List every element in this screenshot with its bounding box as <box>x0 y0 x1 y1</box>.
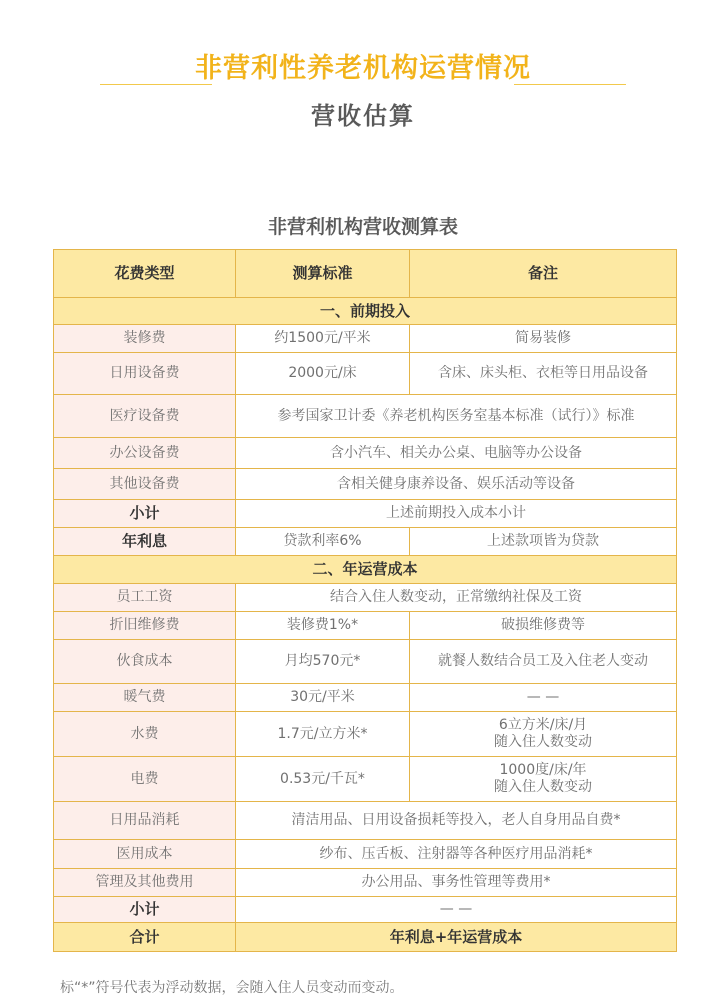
section-row <box>54 556 677 584</box>
row-standard: 月均570元* <box>236 640 410 684</box>
table-row <box>54 840 677 869</box>
row-merged-note: 结合入住人数变动，正常缴纳社保及工资 <box>236 584 677 612</box>
row-note <box>410 757 677 802</box>
section-row <box>54 298 677 325</box>
header-standard: 测算标准 <box>236 250 410 298</box>
row-type: 暖气费 <box>54 684 236 712</box>
row-type: 水费 <box>54 712 236 757</box>
page-subtitle: 营收估算 <box>311 102 415 130</box>
subtotal-label: 小计 <box>54 500 236 528</box>
table-row <box>54 353 677 395</box>
interest-standard: 贷款利率6% <box>236 528 410 556</box>
row-standard: 装修费1%* <box>236 612 410 640</box>
total-row <box>54 923 677 952</box>
row-type: 日用品消耗 <box>54 802 236 840</box>
row-standard: 0.53元/千瓦* <box>236 757 410 802</box>
row-note: 破损维修费等 <box>410 612 677 640</box>
table-title: 非营利机构营收测算表 <box>267 216 458 238</box>
row-merged-note: 办公用品、事务性管理等费用* <box>236 869 677 897</box>
row-type: 医疗设备费 <box>54 395 236 438</box>
row-type: 员工工资 <box>54 584 236 612</box>
row-type: 日用设备费 <box>54 353 236 395</box>
page-title: 非营利性养老机构运营情况 <box>195 53 531 84</box>
title-left-divider <box>100 84 212 85</box>
row-merged-note: 含相关健身康养设备、娱乐活动等设备 <box>236 469 677 500</box>
revenue-estimate-table <box>53 249 677 952</box>
row-note-line: 随入住人数变动 <box>494 734 592 750</box>
table-row <box>54 395 677 438</box>
row-note <box>410 712 677 757</box>
total-formula: 年利息+年运营成本 <box>236 923 677 952</box>
table-row <box>54 584 677 612</box>
row-merged-note: 清洁用品、日用设备损耗等投入，老人自身用品自费* <box>236 802 677 840</box>
header-type: 花费类型 <box>54 250 236 298</box>
row-type: 办公设备费 <box>54 438 236 469</box>
table-row <box>54 640 677 684</box>
row-standard: 约1500元/平米 <box>236 325 410 353</box>
row-standard: 30元/平米 <box>236 684 410 712</box>
table-row <box>54 712 677 757</box>
row-type: 其他设备费 <box>54 469 236 500</box>
row-standard: 2000元/床 <box>236 353 410 395</box>
table-row <box>54 612 677 640</box>
row-type: 伙食成本 <box>54 640 236 684</box>
row-type: 医用成本 <box>54 840 236 869</box>
row-note: — — <box>410 684 677 712</box>
row-note: 简易装修 <box>410 325 677 353</box>
table-row <box>54 802 677 840</box>
subtotal-note: 上述前期投入成本小计 <box>236 500 677 528</box>
section-annual-operating-cost: 二、年运营成本 <box>54 556 677 584</box>
row-merged-note: 纱布、压舌板、注射器等各种医疗用品消耗* <box>236 840 677 869</box>
table-row <box>54 469 677 500</box>
subtotal-row <box>54 500 677 528</box>
row-type: 管理及其他费用 <box>54 869 236 897</box>
interest-label: 年利息 <box>54 528 236 556</box>
row-merged-note: 参考国家卫计委《养老机构医务室基本标准（试行）》标准 <box>236 395 677 438</box>
table-row <box>54 757 677 802</box>
interest-note: 上述款项皆为贷款 <box>410 528 677 556</box>
row-note: 就餐人数结合员工及入住老人变动 <box>410 640 677 684</box>
row-type: 电费 <box>54 757 236 802</box>
row-type: 装修费 <box>54 325 236 353</box>
table-header-row <box>54 250 677 298</box>
table-row <box>54 684 677 712</box>
row-note: 含床、床头柜、衣柜等日用品设备 <box>410 353 677 395</box>
table-row <box>54 869 677 897</box>
table-row <box>54 438 677 469</box>
interest-row <box>54 528 677 556</box>
row-note-line: 6立方米/床/月 <box>498 717 588 733</box>
row-merged-note: 含小汽车、相关办公桌、电脑等办公设备 <box>236 438 677 469</box>
subtotal-label: 小计 <box>54 897 236 923</box>
row-note-line: 随入住人数变动 <box>494 779 592 795</box>
footnote: 标“*”符号代表为浮动数据，会随入住人员变动而变动。 <box>60 980 404 996</box>
row-note-line: 1000度/床/年 <box>499 762 587 778</box>
header-note: 备注 <box>410 250 677 298</box>
row-type: 折旧维修费 <box>54 612 236 640</box>
section-prior-investment: 一、前期投入 <box>54 298 677 325</box>
row-standard: 1.7元/立方米* <box>236 712 410 757</box>
subtotal-row <box>54 897 677 923</box>
subtotal-note: — — <box>236 897 677 923</box>
table-row <box>54 325 677 353</box>
title-right-divider <box>514 84 626 85</box>
total-label: 合计 <box>54 923 236 952</box>
